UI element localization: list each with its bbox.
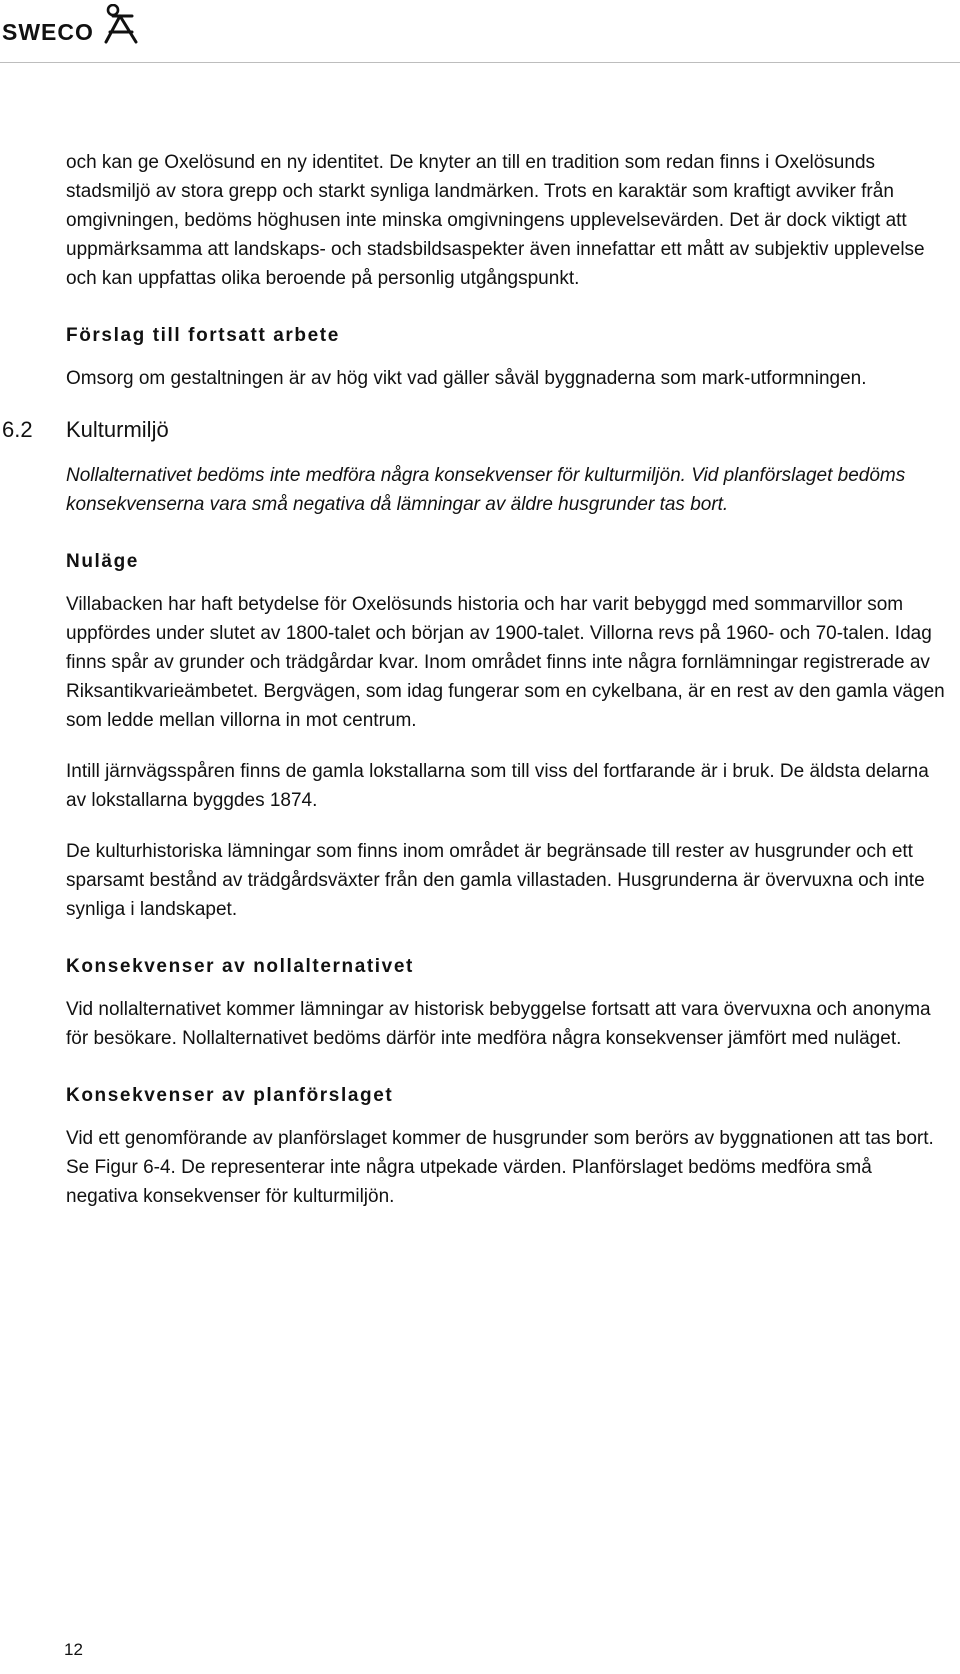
- heading-nollalternativet: Konsekvenser av nollalternativet: [66, 956, 414, 977]
- heading-forslag: Förslag till fortsatt arbete: [66, 325, 340, 346]
- section-number: 6.2: [2, 417, 33, 442]
- page-header: [0, 0, 960, 64]
- nulage-paragraph-3: De kulturhistoriska lämningar som finns inom området är begränsade till rester av husgrunder och ett sparsamt bestånd av trädgårdsväxter från den gamla villastaden. Husgrunderna är övervuxna och inte synliga i landskapet.: [66, 841, 925, 920]
- heading-planforslaget: Konsekvenser av planförslaget: [66, 1085, 394, 1106]
- heading-nulage: Nuläge: [66, 551, 139, 572]
- logo-wordmark: SWECO: [2, 19, 94, 45]
- header-divider: [0, 62, 960, 63]
- intro-paragraph: och kan ge Oxelösund en ny identitet. De knyter an till en tradition som redan finns i Oxelösunds stadsmiljö av stora grepp och starkt synliga landmärken. Trots en karaktär som kraftigt avviker från omgivningen, bedöms höghusen inte minska omgivningens upplevelsevärden. Det är dock viktigt att uppmärksamma att landskaps- och stadsbildsaspekter även innefattar ett mått av subjektiv upplevelse och kan uppfattas olika beroende på personlig utgångspunkt.: [66, 152, 925, 289]
- sweco-star-icon: [102, 4, 140, 44]
- nollalternativet-paragraph: Vid nollalternativet kommer lämningar av historisk bebyggelse fortsatt att vara övervuxna och anonyma för besökare. Nollalternativet bedöms därför inte medföra några konsekvenser jämfört med nuläget.: [66, 999, 931, 1049]
- page-number: 12: [64, 1640, 83, 1659]
- planforslaget-paragraph: Vid ett genomförande av planförslaget kommer de husgrunder som berörs av byggnationen att tas bort. Se Figur 6-4. De representerar inte några utpekade värden. Planförslaget bedöms medföra små negativa konsekvenser för kulturmiljön.: [66, 1128, 934, 1207]
- section-heading: [2, 415, 946, 445]
- nulage-paragraph-2: Intill järnvägsspåren finns de gamla lokstallarna som till viss del fortfarande är i bruk. De äldsta delarna av lokstallarna byggdes 1874.: [66, 761, 929, 811]
- document-body: [2, 148, 946, 1211]
- nulage-paragraph-1: Villabacken har haft betydelse för Oxelösunds historia och har varit bebyggd med sommarvillor som uppfördes under slutet av 1800-talet och början av 1900-talet. Villorna revs på 1960- och 70-talen. Idag finns spår av grunder och trädgårdar kvar. Inom området finns inte några fornlämningar registrerade av Riksantikvarieämbetet. Bergvägen, som idag fungerar som en cykelbana, är en rest av den gamla vägen som ledde mellan villorna in mot centrum.: [66, 594, 945, 731]
- section-title: Kulturmiljö: [66, 417, 169, 442]
- forslag-paragraph: Omsorg om gestaltningen är av hög vikt vad gäller såväl byggnaderna som mark-utformningen.: [66, 368, 867, 389]
- summary-italic: Nollalternativet bedöms inte medföra några konsekvenser för kulturmiljön. Vid planförslaget bedöms konsekvenserna vara små negativa då lämningar av äldre husgrunder tas bort.: [66, 465, 906, 515]
